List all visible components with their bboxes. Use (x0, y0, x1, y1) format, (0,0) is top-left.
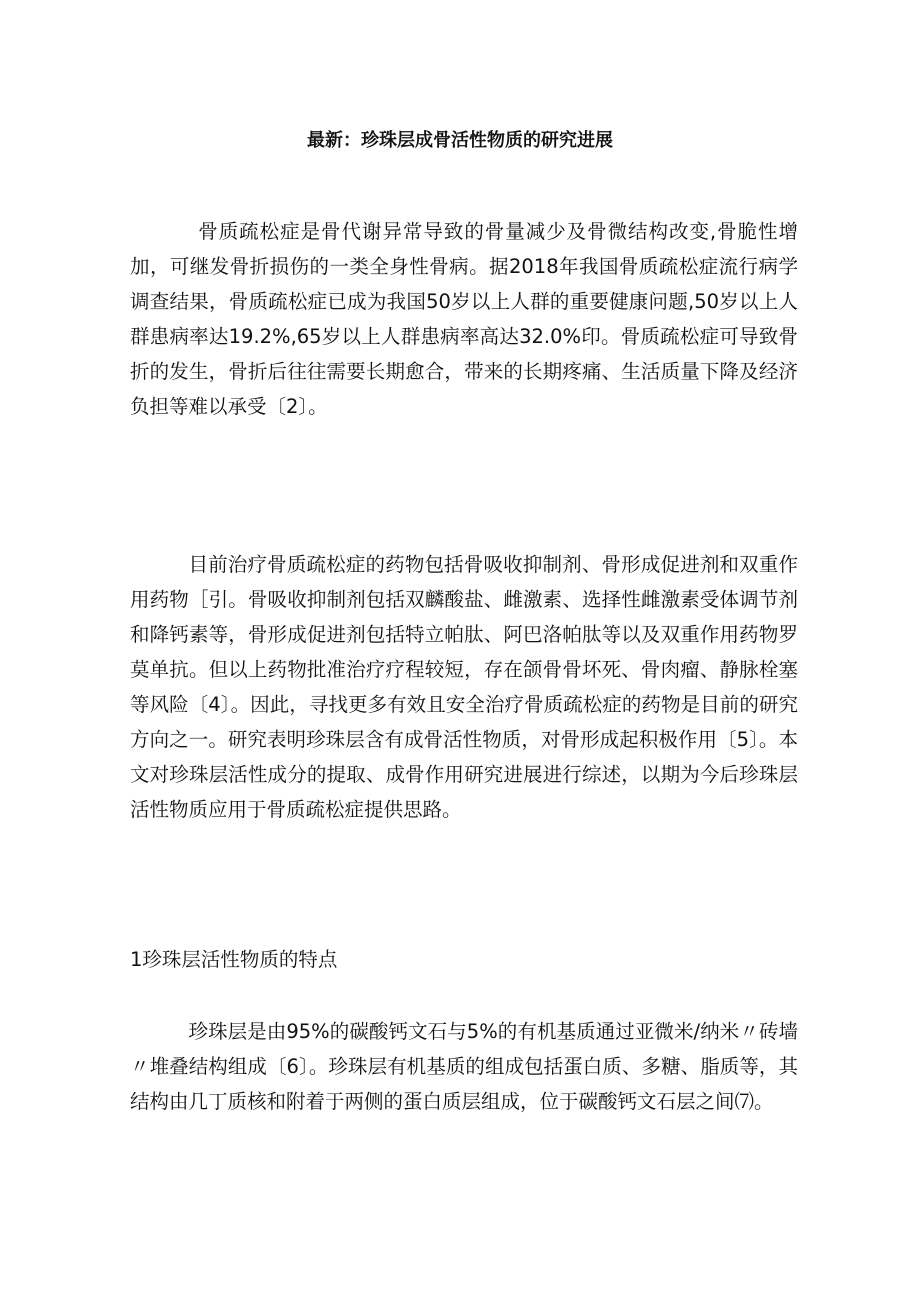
section-heading: 1珍珠层活性物质的特点 (130, 948, 338, 971)
paragraph-treatment-drugs: 目前治疗骨质疏松症的药物包括骨吸收抑制剂、骨形成促进剂和双重作用药物［引。骨吸收抑制剂包括双麟酸盐、雌激素、选择性雌激素受体调节剂和降钙素等，骨形成促进剂包括特立帕肽、阿巴洛帕肽等以及双重作用药物罗莫单抗。但以上药物批准治疗疗程较短，存在颌骨骨坏死、骨肉瘤、静脉栓塞等风险〔4〕。因此，寻找更多有效且安全治疗骨质疏松症的药物是目前的研究方向之一。研究表明珍珠层含有成骨活性物质，对骨形成起积极作用〔5〕。本文对珍珠层活性成分的提取、成骨作用研究进展进行综述，以期为今后珍珠层活性物质应用于骨质疏松症提供思路。 (130, 553, 798, 821)
paragraph-osteoporosis-intro: 骨质疏松症是骨代谢异常导致的骨量减少及骨微结构改变,骨脆性增加，可继发骨折损伤的一类全身性骨病。据2018年我国骨质疏松症流行病学调查结果，骨质疏松症已成为我国50岁以上人群的重要健康问题,50岁以上人群患病率达19.2%,65岁以上人群患病率高达32.0%印。骨质疏松症可导致骨折的发生，骨折后往往需要长期愈合，带来的长期疼痛、生活质量下降及经济负担等难以承受〔2〕。 (130, 220, 798, 418)
document-title: 最新：珍珠层成骨活性物质的研究进展 (307, 130, 613, 151)
paragraph-nacre-structure: 珍珠层是由95%的碳酸钙文石与5%的有机基质通过亚微米/纳米〃砖墙〃堆叠结构组成〔6〕。珍珠层有机基质的组成包括蛋白质、多糖、脂质等，其结构由几丁质核和附着于两侧的蛋白质层组成，位于碳酸钙文石层之间⑺。 (130, 1020, 798, 1113)
